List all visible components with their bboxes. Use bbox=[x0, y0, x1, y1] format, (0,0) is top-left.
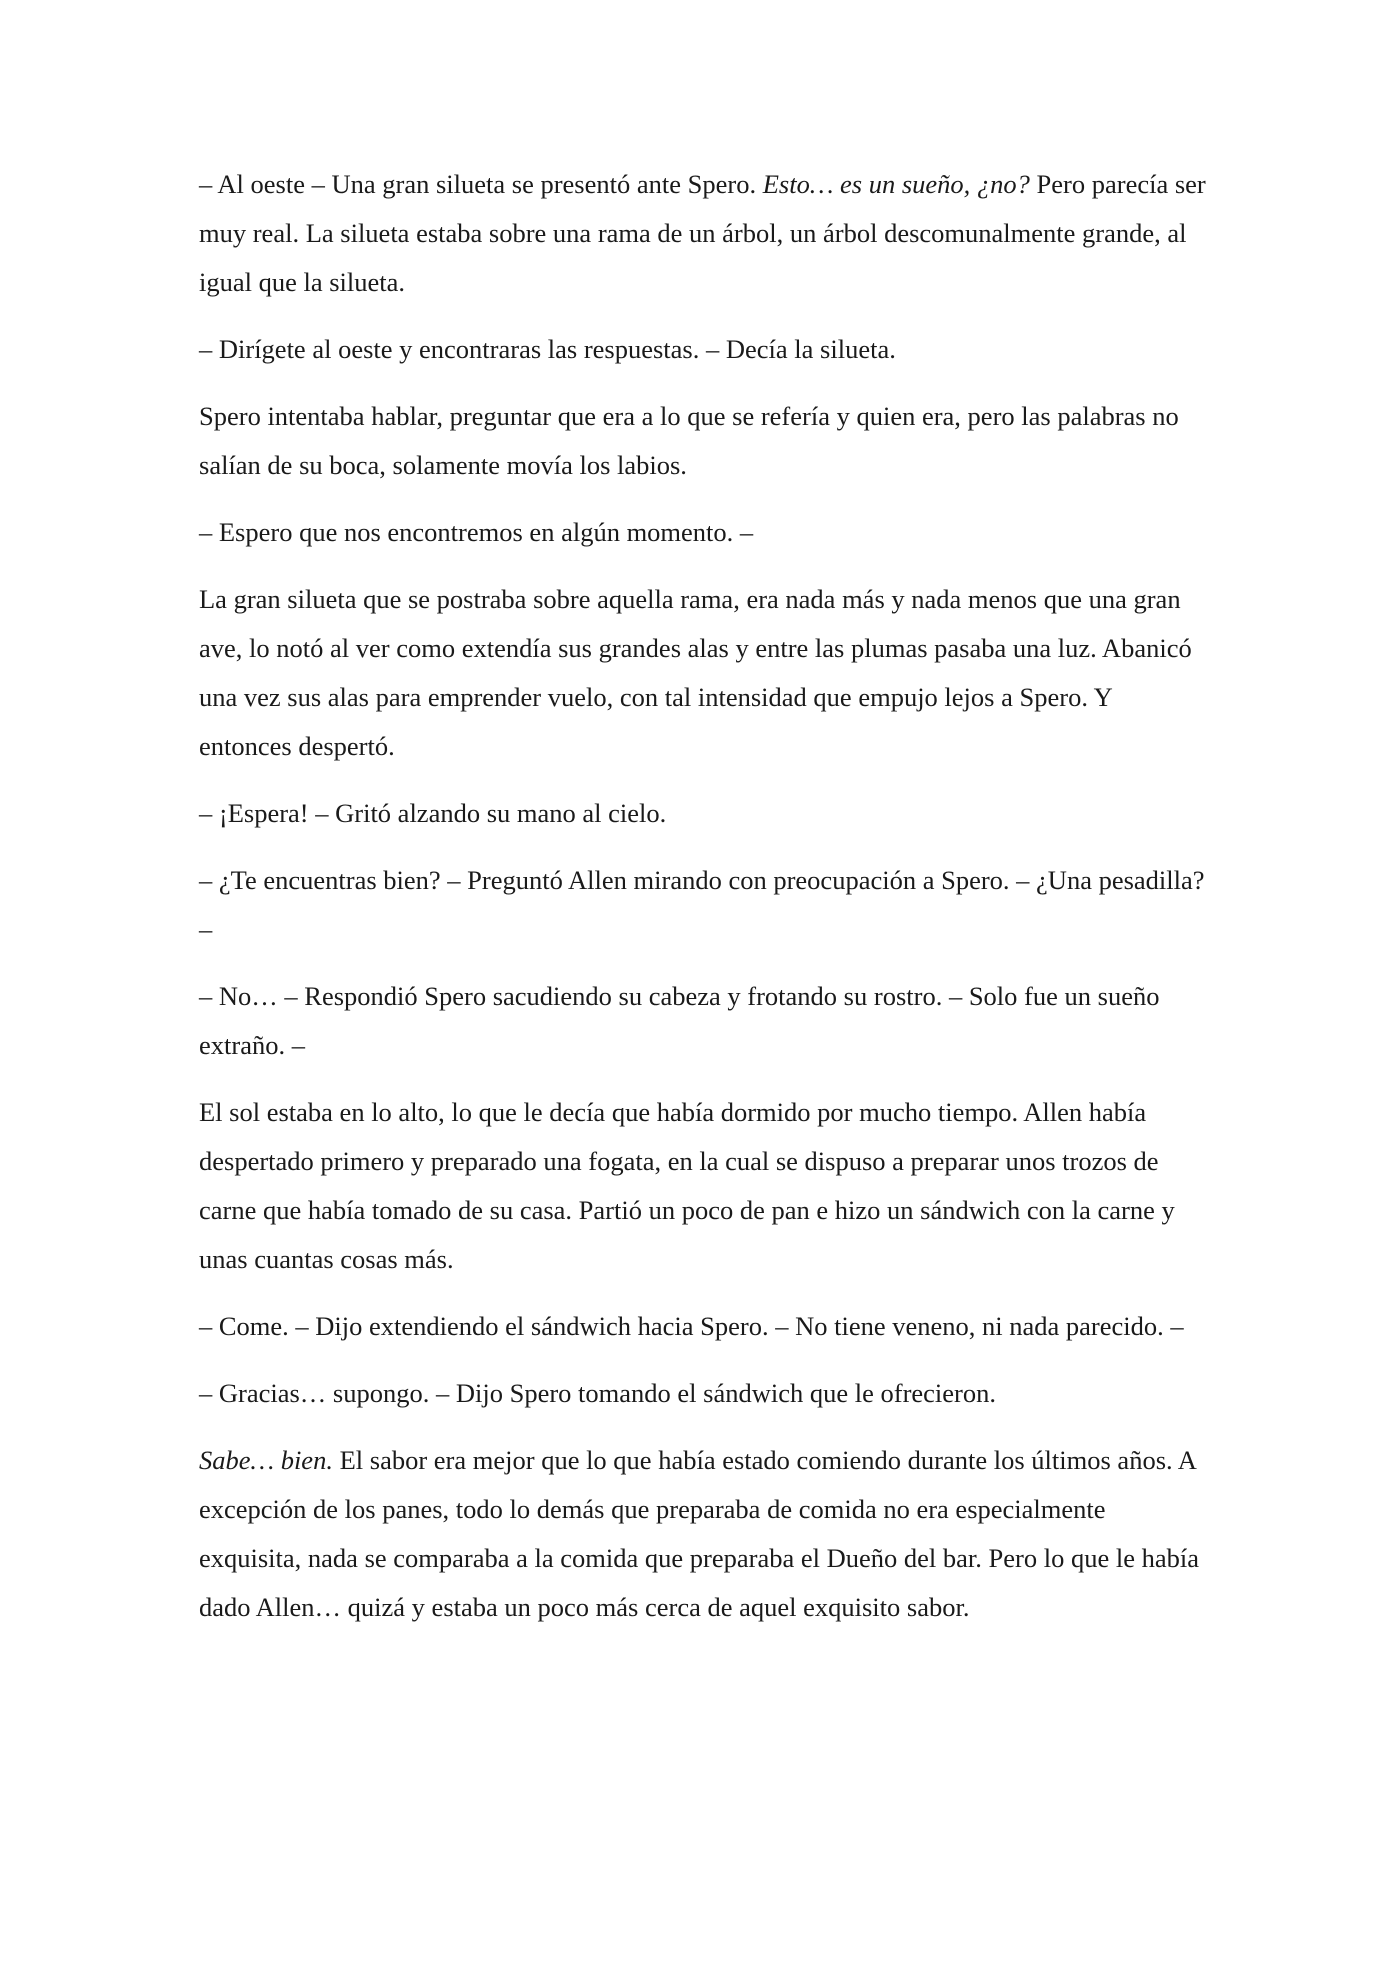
paragraph bbox=[199, 160, 1209, 307]
italic-text: Sabe… bien. bbox=[199, 1445, 333, 1475]
text-run: – No… – Respondió Spero sacudiendo su cabeza y frotando su rostro. – Solo fue un sueño extraño. – bbox=[199, 981, 1160, 1060]
text-run: – Espero que nos encontremos en algún momento. – bbox=[199, 517, 754, 547]
paragraph bbox=[199, 575, 1209, 771]
text-run: – Dirígete al oeste y encontraras las respuestas. – Decía la silueta. bbox=[199, 334, 896, 364]
paragraph bbox=[199, 789, 1209, 838]
text-run: El sol estaba en lo alto, lo que le decía que había dormido por mucho tiempo. Allen había despertado primero y preparado una fogata, en la cual se dispuso a preparar unos trozos de carne que había tomado de su casa. Partió un poco de pan e hizo un sándwich con la carne y unas cuantas cosas más. bbox=[199, 1097, 1175, 1274]
text-run: Spero intentaba hablar, preguntar que era a lo que se refería y quien era, pero las palabras no salían de su boca, solamente movía los labios. bbox=[199, 401, 1179, 480]
text-run: Pero parecía ser muy real. La silueta estaba sobre una rama de un árbol, un árbol descomunalmente grande, al igual que la silueta. bbox=[199, 169, 1206, 297]
paragraph bbox=[199, 1088, 1209, 1284]
paragraph bbox=[199, 325, 1209, 374]
paragraph bbox=[199, 1369, 1209, 1418]
text-run: – Come. – Dijo extendiendo el sándwich hacia Spero. – No tiene veneno, ni nada parecido. – bbox=[199, 1311, 1184, 1341]
paragraph bbox=[199, 856, 1209, 954]
text-run: El sabor era mejor que lo que había estado comiendo durante los últimos años. A excepción de los panes, todo lo demás que preparaba de comida no era especialmente exquisita, nada se comparaba a la comida que preparaba el Dueño del bar. Pero lo que le había dado Allen… quizá y estaba un poco más cerca de aquel exquisito sabor. bbox=[199, 1445, 1199, 1622]
text-run: – ¡Espera! – Gritó alzando su mano al cielo. bbox=[199, 798, 667, 828]
text-run: – Al oeste – Una gran silueta se presentó ante Spero. bbox=[199, 169, 763, 199]
italic-text: Esto… es un sueño, ¿no? bbox=[762, 169, 1030, 199]
paragraph bbox=[199, 1436, 1209, 1632]
document-body bbox=[199, 160, 1209, 1650]
paragraph bbox=[199, 972, 1209, 1070]
text-run: – ¿Te encuentras bien? – Preguntó Allen mirando con preocupación a Spero. – ¿Una pesadilla? – bbox=[199, 865, 1205, 944]
paragraph bbox=[199, 392, 1209, 490]
paragraph bbox=[199, 1302, 1209, 1351]
text-run: – Gracias… supongo. – Dijo Spero tomando el sándwich que le ofrecieron. bbox=[199, 1378, 997, 1408]
text-run: La gran silueta que se postraba sobre aquella rama, era nada más y nada menos que una gran ave, lo notó al ver como extendía sus grandes alas y entre las plumas pasaba una luz. Abanicó una vez sus alas para emprender vuelo, con tal intensidad que empujo lejos a Spero. Y entonces despertó. bbox=[199, 584, 1192, 761]
paragraph bbox=[199, 508, 1209, 557]
